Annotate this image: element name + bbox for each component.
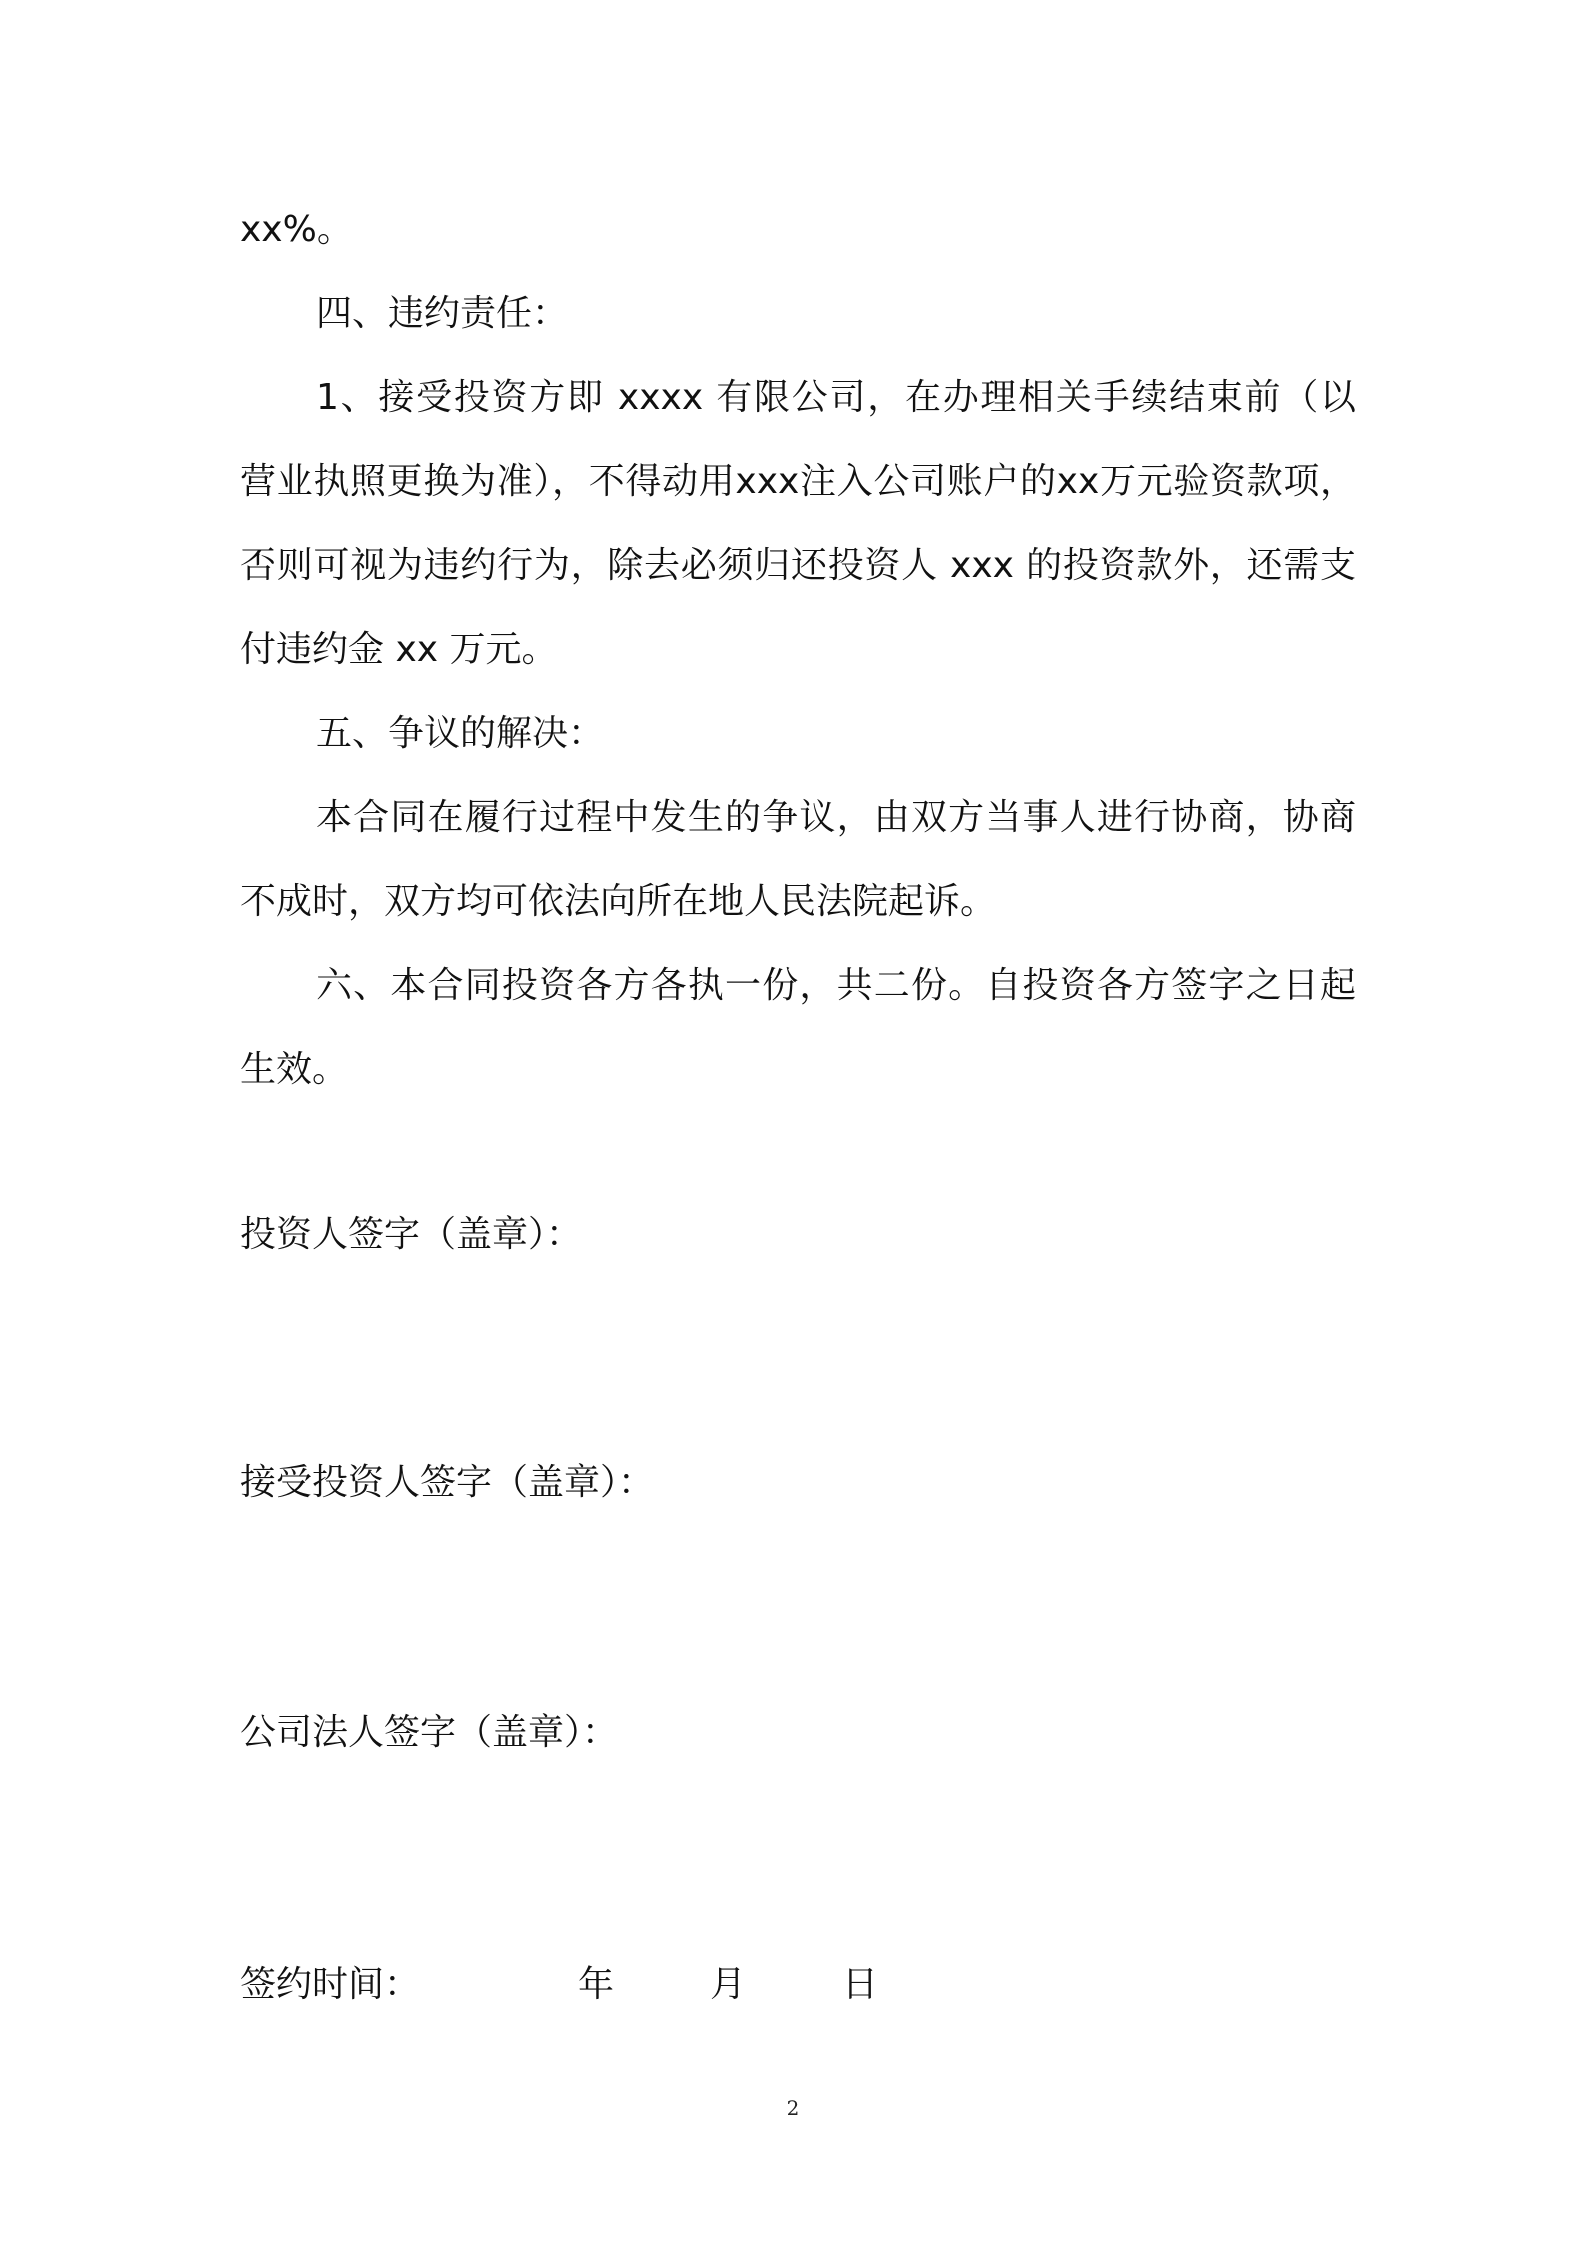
clause-1-line-4: 付违约金 xx 万元。 <box>240 629 558 670</box>
investee-signature-label: 接受投资人签字（盖章）： <box>240 1462 655 1503</box>
signing-date-row <box>240 1960 940 2010</box>
signing-date-label: 签约时间： <box>240 1964 421 2005</box>
signing-date-month: 月 <box>710 1964 747 2005</box>
dispute-line-2: 不成时，双方均可依法向所在地人民法院起诉。 <box>240 881 997 922</box>
legal-rep-signature-label: 公司法人签字（盖章）： <box>240 1712 619 1753</box>
page-number: 2 <box>786 2096 800 2120</box>
section-heading-breach-liability: 四、违约责任： <box>316 293 569 334</box>
section-six-line-1: 六、本合同投资各方各执一份，共二份。自投资各方签字之日起 <box>316 965 1356 1006</box>
paragraph-continuation: xx%。 <box>240 209 353 250</box>
section-six-line-2: 生效。 <box>240 1049 349 1090</box>
section-heading-dispute-resolution: 五、争议的解决： <box>316 713 605 754</box>
investor-signature-label: 投资人签字（盖章）： <box>240 1214 583 1255</box>
clause-1-line-3: 否则可视为违约行为，除去必须归还投资人 xxx 的投资款外，还需支 <box>240 545 1356 586</box>
clause-1-line-1: 1、接受投资方即 xxxx 有限公司，在办理相关手续结束前（以 <box>316 377 1356 418</box>
dispute-line-1: 本合同在履行过程中发生的争议，由双方当事人进行协商，协商 <box>316 797 1356 838</box>
signing-date-day: 日 <box>842 1964 879 2005</box>
signing-date-year: 年 <box>578 1964 615 2005</box>
clause-1-line-2: 营业执照更换为准），不得动用xxx注入公司账户的xx万元验资款项， <box>240 461 1356 502</box>
